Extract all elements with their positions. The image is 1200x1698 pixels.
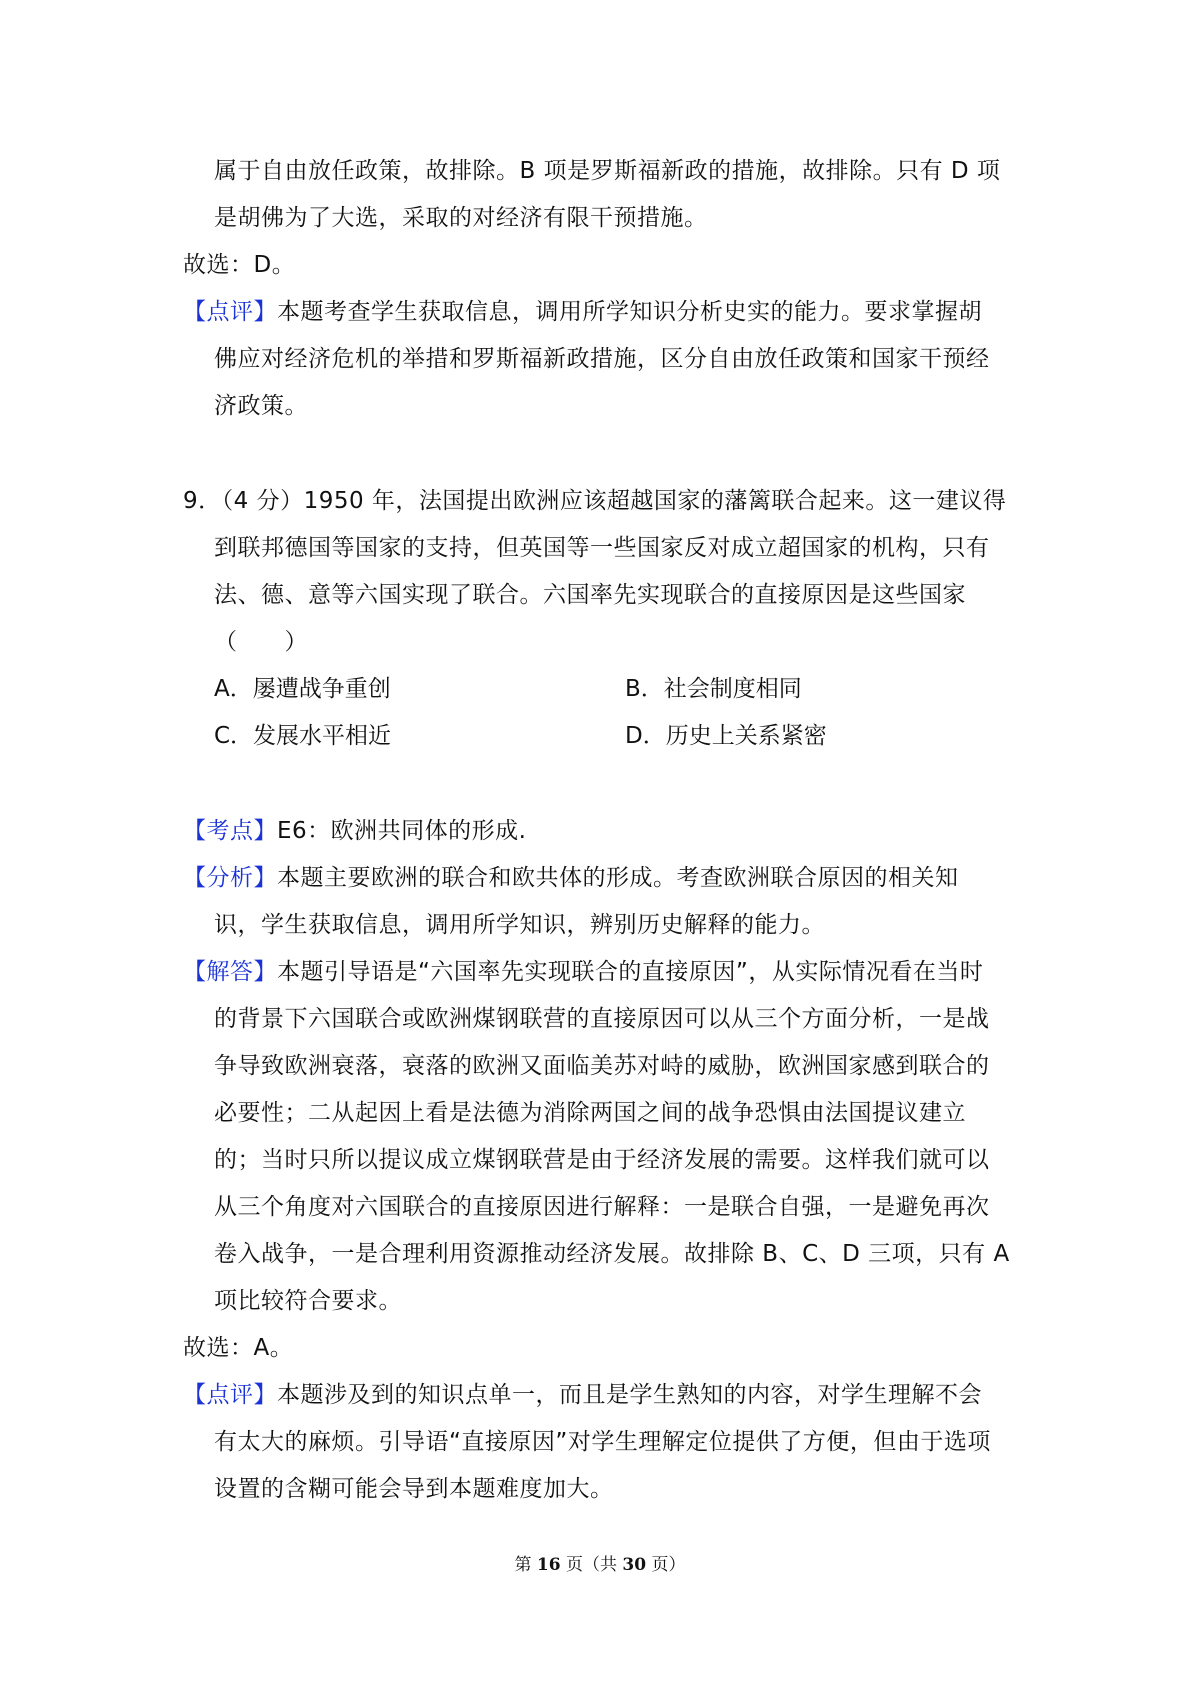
review-line <box>183 297 982 327</box>
kaodian-tag: 【考点】 <box>183 818 277 844</box>
footer-suffix: 页） <box>651 1555 686 1575</box>
review-tag: 【点评】 <box>183 299 277 325</box>
question-9-line: 到联邦德国等国家的支持，但英国等一些国家反对成立超国家的机构，只有 <box>214 535 990 561</box>
option-b: B．社会制度相同 <box>625 676 802 702</box>
jieda-line: 项比较符合要求。 <box>214 1288 402 1314</box>
footer-total-pages: 30 <box>622 1555 647 1575</box>
option-d: D．历史上关系紧密 <box>625 723 827 749</box>
jieda-line: 必要性；二从起因上看是法德为消除两国之间的战争恐惧由法国提议建立 <box>214 1100 966 1126</box>
question-9-line: 9．（4 分）1950 年，法国提出欧洲应该超越国家的藩篱联合起来。这一建议得 <box>183 488 1007 514</box>
review-line: 济政策。 <box>214 393 308 419</box>
answer-line: 故选：D。 <box>183 252 296 278</box>
review-line: 佛应对经济危机的举措和罗斯福新政措施，区分自由放任政策和国家干预经 <box>214 346 990 372</box>
jieda-line: 的；当时只所以提议成立煤钢联营是由于经济发展的需要。这样我们就可以 <box>214 1147 990 1173</box>
analysis-line: 是胡佛为了大选，采取的对经济有限干预措施。 <box>214 205 708 231</box>
fenxi-text: 本题主要欧洲的联合和欧共体的形成。考查欧洲联合原因的相关知 <box>277 865 959 891</box>
kaodian-line <box>183 816 526 846</box>
jieda-line: 卷入战争，一是合理利用资源推动经济发展。故排除 B、C、D 三项，只有 A <box>214 1241 1010 1267</box>
page-footer <box>0 1553 1200 1577</box>
fenxi-tag: 【分析】 <box>183 865 277 891</box>
question-9-line: 法、德、意等六国实现了联合。六国率先实现联合的直接原因是这些国家 <box>214 582 966 608</box>
footer-page-number: 16 <box>536 1555 561 1575</box>
jieda-line: 的背景下六国联合或欧洲煤钢联营的直接原因可以从三个方面分析，一是战 <box>214 1006 990 1032</box>
jieda-line <box>183 957 983 987</box>
jieda-text: 本题引导语是“六国率先实现联合的直接原因”，从实际情况看在当时 <box>277 959 984 985</box>
jieda-line: 从三个角度对六国联合的直接原因进行解释：一是联合自强，一是避免再次 <box>214 1194 990 1220</box>
review-tag: 【点评】 <box>183 1382 277 1408</box>
footer-prefix: 第 <box>514 1555 532 1575</box>
review-line: 设置的含糊可能会导到本题难度加大。 <box>214 1476 614 1502</box>
answer-line: 故选：A。 <box>183 1335 294 1361</box>
jieda-tag: 【解答】 <box>183 959 277 985</box>
review-text: 本题考查学生获取信息，调用所学知识分析史实的能力。要求掌握胡 <box>277 299 982 325</box>
analysis-line: 属于自由放任政策，故排除。B 项是罗斯福新政的措施，故排除。只有 D 项 <box>214 158 1001 184</box>
footer-middle: 页（共 <box>566 1555 617 1575</box>
kaodian-text: E6：欧洲共同体的形成. <box>277 818 527 844</box>
question-9-blank: （ ） <box>214 629 308 655</box>
review-line: 有太大的麻烦。引导语“直接原因”对学生理解定位提供了方便，但由于选项 <box>214 1429 991 1455</box>
fenxi-line: 识，学生获取信息，调用所学知识，辨别历史解释的能力。 <box>214 912 825 938</box>
option-a: A．屡遭战争重创 <box>214 676 391 702</box>
review-line <box>183 1380 982 1410</box>
review-text: 本题涉及到的知识点单一，而且是学生熟知的内容，对学生理解不会 <box>277 1382 982 1408</box>
option-c: C．发展水平相近 <box>214 723 392 749</box>
jieda-line: 争导致欧洲衰落，衰落的欧洲又面临美苏对峙的威胁，欧洲国家感到联合的 <box>214 1053 990 1079</box>
fenxi-line <box>183 863 959 893</box>
